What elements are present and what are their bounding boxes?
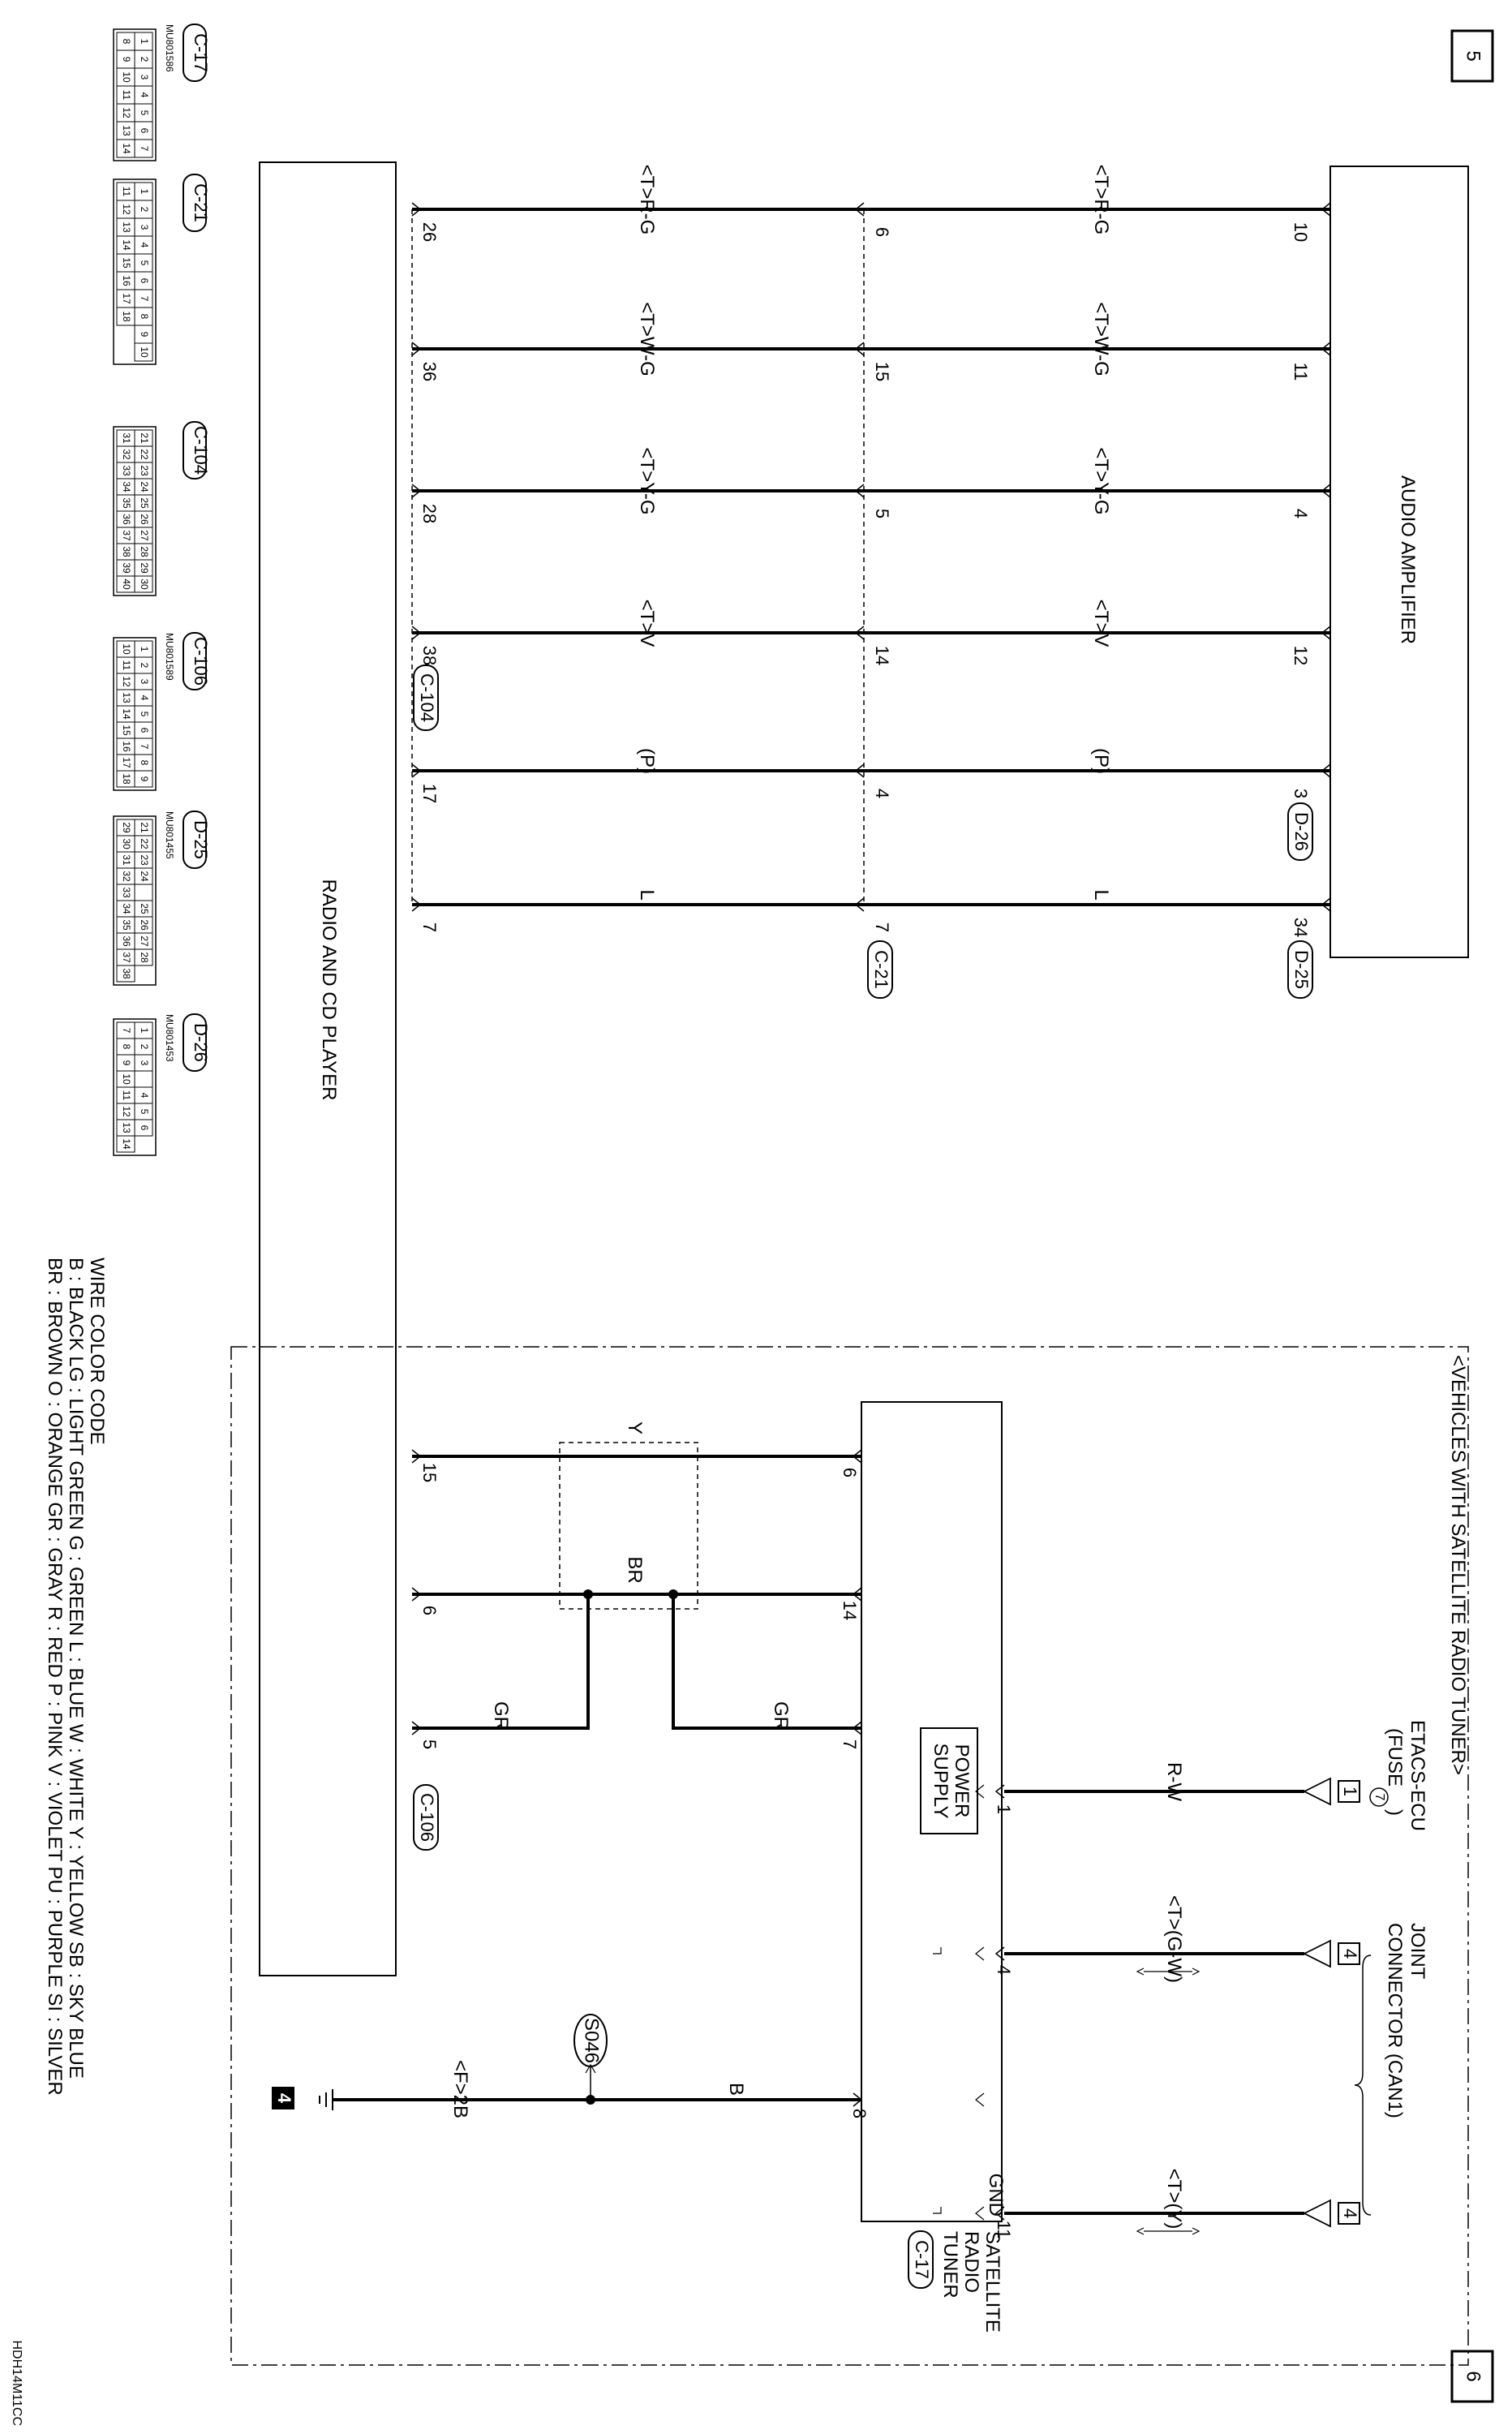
tuner-pin-br: 14 xyxy=(840,1600,860,1621)
connector-pin: 25 xyxy=(138,903,150,914)
connector-pin: 38 xyxy=(120,546,132,557)
connector-code: MU801453 xyxy=(164,1014,175,1062)
connector-pin: 10 xyxy=(120,71,132,83)
connector-pin: 16 xyxy=(120,275,132,286)
svg-text:S046: S046 xyxy=(580,2017,603,2064)
connector-ref-c106 xyxy=(414,1785,438,1850)
connector-name: D-26 xyxy=(191,1023,211,1062)
connector-pin: 8 xyxy=(120,38,132,45)
connector-pin: 8 xyxy=(138,759,150,766)
tuner-pin-gr: 7 xyxy=(840,1739,860,1750)
svg-text:(FUSE: (FUSE xyxy=(1384,1728,1406,1787)
svg-text:5: 5 xyxy=(1462,50,1484,62)
connector-pin: 34 xyxy=(120,481,132,492)
connector-pin: 9 xyxy=(138,776,150,782)
amp-wire-label: L xyxy=(1090,889,1112,901)
svg-text:1: 1 xyxy=(994,1804,1014,1815)
connector-code: MU801586 xyxy=(164,24,175,72)
c21-pin: 15 xyxy=(872,361,892,382)
connector-pin: 13 xyxy=(120,692,132,703)
amp-wire-label: (P) xyxy=(1090,748,1112,774)
c21-pin: 5 xyxy=(872,508,892,519)
svg-text:C-106: C-106 xyxy=(417,1793,438,1842)
connector-pin: 2 xyxy=(138,56,150,62)
connector-pin: 2 xyxy=(138,1043,150,1050)
amp-pin: 34 xyxy=(1291,917,1311,938)
connector-pin: 31 xyxy=(120,854,132,866)
connector-pin: 1 xyxy=(138,188,150,195)
connector-pin: 33 xyxy=(120,887,132,898)
c21-pin: 14 xyxy=(872,645,892,666)
radio-pin-gr: 5 xyxy=(419,1739,440,1750)
connector-pin: 6 xyxy=(138,1125,150,1131)
figure-code: HDH14M11CC xyxy=(10,2340,24,2426)
connector-pin: 3 xyxy=(138,678,150,685)
connector-pin: 15 xyxy=(120,725,132,736)
connector-pin: 28 xyxy=(138,952,150,963)
radio-pin: 38 xyxy=(419,645,440,666)
connector-pin: 2 xyxy=(138,206,150,213)
amp-pin: 3 xyxy=(1291,788,1311,799)
amp-wire-label-lower: <T>V xyxy=(636,599,658,647)
connector-pin: 6 xyxy=(138,727,150,733)
connector-pin: 10 xyxy=(120,1073,132,1085)
amp-pin: 4 xyxy=(1291,508,1311,519)
connector-pin: 1 xyxy=(138,38,150,45)
c21-pin: 4 xyxy=(872,788,892,799)
svg-text:<T>(Y): <T>(Y) xyxy=(1163,2168,1185,2230)
connector-pin: 14 xyxy=(120,708,132,720)
radio-pin-y: 15 xyxy=(419,1462,440,1483)
connector-pin: 28 xyxy=(138,546,150,557)
connector-pin: 10 xyxy=(120,643,132,655)
connector-name: D-25 xyxy=(191,820,211,859)
connector-pin: 7 xyxy=(138,295,150,302)
connector-pin: 5 xyxy=(138,1108,150,1115)
svg-text:<VEHICLES WITH SATELLITE RADIO: <VEHICLES WITH SATELLITE RADIO TUNER> xyxy=(1447,1355,1469,1775)
connector-pin: 17 xyxy=(120,757,132,768)
connector-pin: 36 xyxy=(120,935,132,947)
amp-wire-label-lower: <T>R-G xyxy=(636,164,658,235)
svg-text:RADIO: RADIO xyxy=(960,2231,982,2294)
connector-pin: 9 xyxy=(120,1060,132,1066)
connector-pin: 12 xyxy=(120,204,132,215)
svg-text:BR : BROWN O : ORANGE GR :: BR : BROWN O : ORANGE GR : GRAY R : RED P : PINK V : VIOLET PU : PURPLE SI : SILVER xyxy=(44,1258,66,2096)
svg-text:WIRE COLOR CODE: WIRE COLOR CODE xyxy=(86,1258,108,1445)
connector-pin: 29 xyxy=(138,562,150,574)
amp-pin: 12 xyxy=(1291,645,1311,666)
connector-pin: 30 xyxy=(120,838,132,849)
connector-pin: 9 xyxy=(120,56,132,62)
connector-pin: 1 xyxy=(138,1027,150,1034)
connector-pin: 32 xyxy=(120,871,132,882)
connector-pin: 12 xyxy=(120,1106,132,1117)
connector-pin: 11 xyxy=(120,1090,132,1101)
c21-pin: 6 xyxy=(872,226,892,238)
connector-pin: 4 xyxy=(138,695,150,701)
connector-pin: 31 xyxy=(120,432,132,444)
connector-pin: 13 xyxy=(120,221,132,233)
svg-text:6: 6 xyxy=(1462,2371,1484,2382)
svg-text:AUDIO AMPLIFIER: AUDIO AMPLIFIER xyxy=(1397,475,1419,645)
svg-text:RADIO AND CD PLAYER: RADIO AND CD PLAYER xyxy=(318,879,340,1101)
radio-pin: 7 xyxy=(419,922,440,933)
connector-pin: 8 xyxy=(138,313,150,320)
wire-gr-label-2: GR xyxy=(490,1701,512,1731)
svg-text:C-17: C-17 xyxy=(912,2240,933,2279)
radio-pin-br: 6 xyxy=(419,1605,440,1616)
connector-pin: 11 xyxy=(120,186,132,197)
connector-code: MU801589 xyxy=(164,633,175,681)
amp-pin: 10 xyxy=(1291,221,1311,243)
radio-pin: 26 xyxy=(419,221,440,243)
connector-pin: 5 xyxy=(138,260,150,266)
svg-text:4: 4 xyxy=(274,2092,295,2104)
connector-pin: 22 xyxy=(138,838,150,849)
svg-text:D-25: D-25 xyxy=(1291,950,1312,989)
connector-pin: 1 xyxy=(138,646,150,652)
connector-pin: 36 xyxy=(120,514,132,525)
connector-pin: 12 xyxy=(120,676,132,687)
c21-pin: 7 xyxy=(872,922,892,933)
connector-pin: 26 xyxy=(138,919,150,931)
radio-pin: 17 xyxy=(419,783,440,804)
connector-pin: 21 xyxy=(138,432,150,444)
connector-pin: 7 xyxy=(120,1027,132,1034)
connector-code: MU801455 xyxy=(164,811,175,859)
connector-pin: 3 xyxy=(138,224,150,230)
svg-text:R-W: R-W xyxy=(1163,1762,1185,1801)
svg-text:D-26: D-26 xyxy=(1291,812,1312,851)
connector-name: C-104 xyxy=(191,426,211,475)
svg-text:JOINT: JOINT xyxy=(1407,1923,1428,1980)
connector-pin: 24 xyxy=(138,871,150,882)
connector-pin: 11 xyxy=(120,660,132,671)
connector-pin: 14 xyxy=(120,239,132,251)
connector-pin: 18 xyxy=(120,773,132,785)
radio-pin: 28 xyxy=(419,503,440,524)
connector-pin: 24 xyxy=(138,481,150,492)
svg-text:B: B xyxy=(725,2082,747,2096)
connector-name: C-21 xyxy=(191,183,211,222)
connector-ref-c104 xyxy=(414,665,438,730)
connector-pin: 37 xyxy=(120,952,132,963)
connector-pin: 2 xyxy=(138,662,150,669)
connector-pin: 4 xyxy=(138,92,150,98)
connector-pin: 4 xyxy=(138,1092,150,1099)
connector-pin: 33 xyxy=(120,465,132,476)
radio-pin: 36 xyxy=(419,361,440,382)
connector-pin: 30 xyxy=(138,578,150,590)
connector-pin: 3 xyxy=(138,74,150,80)
connector-pin: 11 xyxy=(120,89,132,101)
svg-text:11: 11 xyxy=(994,2220,1014,2239)
connector-pin: 12 xyxy=(120,107,132,118)
svg-text:4: 4 xyxy=(1340,1948,1361,1959)
connector-pin: 5 xyxy=(138,110,150,116)
svg-text:<T>(G-W): <T>(G-W) xyxy=(1163,1895,1185,1983)
connector-pin: 35 xyxy=(120,497,132,509)
amp-wire-label: <T>V xyxy=(1090,599,1112,647)
wire-y-label: Y xyxy=(624,1421,646,1435)
connector-pin: 17 xyxy=(120,293,132,304)
svg-text:1: 1 xyxy=(1340,1786,1361,1797)
connector-pin: 38 xyxy=(120,968,132,979)
connector-pin: 35 xyxy=(120,919,132,931)
amp-wire-label: <T>Y-G xyxy=(1090,447,1112,515)
connector-name: C-106 xyxy=(191,637,211,686)
connector-pin: 6 xyxy=(138,127,150,134)
connector-pin: 29 xyxy=(120,822,132,833)
connector-pin: 7 xyxy=(138,743,150,750)
svg-text:4: 4 xyxy=(1340,2208,1361,2219)
svg-text:CONNECTOR (CAN1): CONNECTOR (CAN1) xyxy=(1384,1923,1406,2118)
svg-text:TUNER: TUNER xyxy=(939,2231,961,2299)
amp-wire-label-lower: (P) xyxy=(636,748,658,774)
connector-pin: 21 xyxy=(138,822,150,833)
connector-pin: 27 xyxy=(138,935,150,947)
wire-gr-label-1: GR xyxy=(770,1701,792,1731)
svg-text:ETACS-ECU: ETACS-ECU xyxy=(1407,1720,1428,1831)
connector-pin: 26 xyxy=(138,514,150,525)
svg-text:SUPPLY: SUPPLY xyxy=(930,1743,951,1819)
connector-pin: 23 xyxy=(138,854,150,866)
connector-pin: 18 xyxy=(120,311,132,322)
connector-pin: 5 xyxy=(138,711,150,717)
connector-pin: 4 xyxy=(138,242,150,248)
svg-text:C-104: C-104 xyxy=(417,673,438,722)
connector-pin: 16 xyxy=(120,741,132,752)
svg-text:SATELLITE: SATELLITE xyxy=(982,2231,1003,2333)
svg-text:7: 7 xyxy=(1372,1793,1386,1801)
svg-text:4: 4 xyxy=(994,1964,1014,1976)
connector-pin: 22 xyxy=(138,449,150,460)
amp-wire-label: <T>W-G xyxy=(1090,302,1112,376)
connector-name: C-17 xyxy=(191,33,211,72)
connector-pin: 13 xyxy=(120,1122,132,1133)
connector-pin: 13 xyxy=(120,125,132,136)
connector-pin: 7 xyxy=(138,145,150,152)
connector-pin: 10 xyxy=(138,346,150,358)
connector-pin: 37 xyxy=(120,530,132,541)
connector-pin: 15 xyxy=(120,257,132,269)
connector-pin: 40 xyxy=(120,578,132,590)
connector-pin: 14 xyxy=(120,143,132,154)
amp-wire-label-lower: <T>Y-G xyxy=(636,447,658,515)
gnd-label: GND xyxy=(985,2173,1007,2217)
connector-pin: 3 xyxy=(138,1060,150,1066)
connector-pin: 8 xyxy=(120,1043,132,1050)
svg-text:): ) xyxy=(1384,1809,1406,1816)
connector-pin: 39 xyxy=(120,562,132,574)
amp-wire-label: <T>R-G xyxy=(1090,164,1112,235)
wire-br-label: BR xyxy=(624,1556,646,1584)
connector-pin: 34 xyxy=(120,903,132,914)
svg-text:8: 8 xyxy=(849,2108,870,2119)
amp-pin: 11 xyxy=(1291,362,1311,381)
connector-pin: 14 xyxy=(120,1138,132,1150)
connector-pin: 32 xyxy=(120,449,132,460)
connector-pin: 6 xyxy=(138,277,150,284)
svg-text:POWER: POWER xyxy=(951,1744,973,1818)
amp-wire-label-lower: L xyxy=(636,889,658,901)
amp-wire-label-lower: <T>W-G xyxy=(636,302,658,376)
connector-pin: 9 xyxy=(138,331,150,338)
svg-text:<F>2B: <F>2B xyxy=(449,2059,471,2119)
connector-pin: 23 xyxy=(138,465,150,476)
connector-pin: 25 xyxy=(138,497,150,509)
connector-pin: 27 xyxy=(138,530,150,541)
svg-text:B : BLACK LG : LIGHT GREEN: B : BLACK LG : LIGHT GREEN G : GREEN L : BLUE W : WHITE Y : YELLOW SB : SKY BLUE xyxy=(65,1258,87,2079)
tuner-pin-y: 6 xyxy=(840,1467,860,1478)
svg-text:C-21: C-21 xyxy=(871,950,892,989)
